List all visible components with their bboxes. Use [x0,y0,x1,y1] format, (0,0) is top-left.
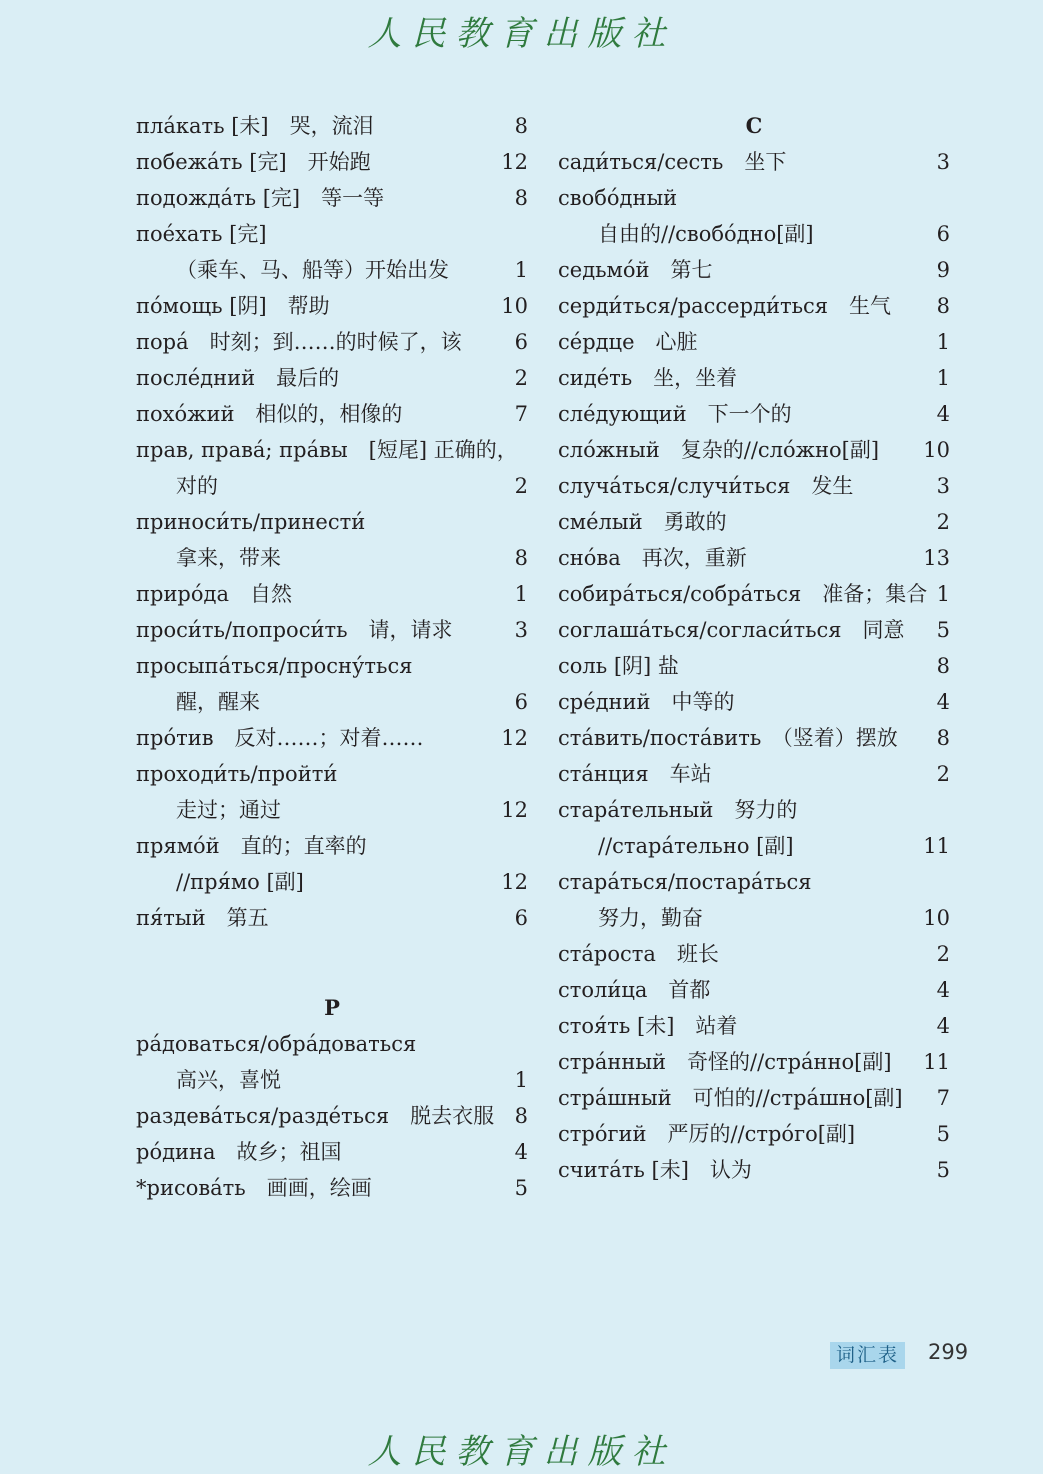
vocab-term: ро́дина 故乡；祖国 [136,1140,342,1164]
lesson-number: 2 [936,510,950,534]
vocab-entry-continuation [136,792,528,828]
lesson-number: 5 [936,1158,950,1182]
vocab-entry [136,108,528,144]
lesson-number: 9 [936,258,950,282]
lesson-number: 6 [936,222,950,246]
vocab-entry [136,1098,528,1134]
lesson-number: 2 [514,474,528,498]
vocab-term: （乘车、马、船等）开始出发 [176,258,449,282]
lesson-number: 12 [501,798,528,822]
vocab-entry [558,648,950,684]
vocab-entry-continuation [136,540,528,576]
lesson-number: 10 [923,438,950,462]
vocab-entry [136,1026,528,1062]
vocab-entry-continuation [136,468,528,504]
vocab-entry [136,900,528,936]
vocab-term: стара́тельный 努力的 [558,798,798,822]
vocab-entry [136,828,528,864]
lesson-number: 3 [936,150,950,174]
lesson-number: 8 [936,726,950,750]
vocab-term: сади́ться/сесть 坐下 [558,150,787,174]
vocab-entry [558,252,950,288]
lesson-number: 1 [514,258,528,282]
vocab-term: похо́жий 相似的，相像的 [136,402,403,426]
vocab-term: седьмо́й 第七 [558,258,713,282]
vocab-term: 拿来，带来 [176,546,281,570]
vocab-entry [558,432,950,468]
vocab-entry [136,360,528,396]
vocab-entry-continuation [136,864,528,900]
vocab-term: стро́гий 严厉的//стро́го[副] [558,1122,856,1146]
lesson-number: 4 [936,978,950,1002]
vocab-term: 走过；通过 [176,798,281,822]
lesson-number: 1 [514,1068,528,1092]
vocab-term: //стара́тельно [副] [598,834,794,858]
vocab-entry [136,576,528,612]
vocab-term: ста́вить/поста́вить （竖着）摆放 [558,726,898,750]
vocabulary-column-left [136,108,528,1206]
vocab-entry [558,972,950,1008]
vocab-entry [558,396,950,432]
vocab-term: столи́ца 首都 [558,978,711,1002]
vocab-entry-continuation [136,252,528,288]
vocab-entry [136,720,528,756]
vocab-term: проси́ть/попроси́ть 请，请求 [136,618,453,642]
vocab-term: 醒，醒来 [176,690,260,714]
lesson-number: 10 [923,906,950,930]
lesson-number: 7 [936,1086,950,1110]
vocab-entry [136,324,528,360]
vocab-term: //пря́мо [副] [176,870,304,894]
vocab-entry [136,144,528,180]
vocab-entry [558,540,950,576]
vocab-term: сре́дний 中等的 [558,690,735,714]
lesson-number: 2 [936,762,950,786]
vocab-term: сно́ва 再次，重新 [558,546,747,570]
vocab-term: 对的 [176,474,218,498]
vocab-term: пя́тый 第五 [136,906,269,930]
vocab-entry [558,468,950,504]
lesson-number: 7 [514,402,528,426]
vocab-term: ра́доваться/обра́доваться [136,1032,417,1056]
vocab-term: пое́хать [完] [136,222,267,246]
vocab-term: соглаша́ться/согласи́ться 同意 [558,618,905,642]
lesson-number: 6 [514,330,528,354]
vocab-term: ста́нция 车站 [558,762,712,786]
vocab-term: сло́жный 复杂的//сло́жно[副] [558,438,880,462]
vocab-entry-continuation [558,828,950,864]
lesson-number: 12 [501,870,528,894]
vocab-entry [558,180,950,216]
vocab-term: се́рдце 心脏 [558,330,698,354]
lesson-number: 1 [936,330,950,354]
lesson-number: 8 [514,1104,528,1128]
section-letter-heading: Р [324,995,340,1020]
vocab-entry-continuation [558,900,950,936]
lesson-number: 8 [936,654,950,678]
vocab-term: пора́ 时刻；到……的时候了，该 [136,330,462,354]
lesson-number: 4 [936,1014,950,1038]
vocab-entry [136,432,528,468]
lesson-number: 2 [936,942,950,966]
page-number: 299 [928,1340,969,1364]
vocab-term: случа́ться/случи́ться 发生 [558,474,854,498]
lesson-number: 1 [936,366,950,390]
vocab-entry [558,612,950,648]
vocab-entry [136,288,528,324]
lesson-number: 5 [936,618,950,642]
section-letter-heading: С [745,113,763,138]
vocab-term: сме́лый 勇敢的 [558,510,727,534]
vocab-entry [136,1134,528,1170]
vocab-entry [136,1170,528,1206]
lesson-number: 4 [936,402,950,426]
lesson-number: 3 [514,618,528,642]
vocab-entry [558,1116,950,1152]
vocab-entry [136,612,528,648]
vocab-entry [558,1008,950,1044]
vocab-term: ста́роста 班长 [558,942,719,966]
publisher-logo-top: 人民教育出版社 [367,14,676,54]
vocab-term: серди́ться/рассерди́ться 生气 [558,294,892,318]
vocab-term: счита́ть [未] 认为 [558,1158,752,1182]
vocab-entry-continuation [558,216,950,252]
vocab-term: 高兴，喜悦 [176,1068,281,1092]
vocab-entry [558,864,950,900]
lesson-number: 6 [514,906,528,930]
vocab-entry [558,360,950,396]
lesson-number: 1 [936,582,950,606]
vocab-entry [136,504,528,540]
vocab-entry-continuation [136,684,528,720]
vocab-term: стоя́ть [未] 站着 [558,1014,738,1038]
lesson-number: 8 [514,546,528,570]
lesson-number: 12 [501,726,528,750]
vocab-term: сле́дующий 下一个的 [558,402,792,426]
lesson-number: 8 [936,294,950,318]
vocab-term: после́дний 最后的 [136,366,340,390]
vocab-entry [558,144,950,180]
lesson-number: 11 [923,834,950,858]
vocab-term: приноси́ть/принести́ [136,510,366,534]
lesson-number: 5 [514,1176,528,1200]
lesson-number: 13 [923,546,950,570]
vocab-entry-continuation [136,1062,528,1098]
vocab-entry [558,1080,950,1116]
vocab-entry [558,288,950,324]
vocab-term: соль [阴] 盐 [558,654,679,678]
vocab-entry [136,396,528,432]
vocab-entry [558,324,950,360]
lesson-number: 1 [514,582,528,606]
vocab-term: приро́да 自然 [136,582,292,606]
vocab-term: подожда́ть [完] 等一等 [136,186,385,210]
lesson-number: 11 [923,1050,950,1074]
vocab-term: прямо́й 直的；直率的 [136,834,367,858]
section-gap [136,936,528,990]
vocab-entry [558,756,950,792]
vocab-entry [136,180,528,216]
vocab-entry [136,648,528,684]
lesson-number: 4 [514,1140,528,1164]
vocab-term: прав, права́; пра́вы [短尾] 正确的， [136,438,518,462]
lesson-number: 2 [514,366,528,390]
vocab-term: 努力，勤奋 [598,906,703,930]
vocab-term: пла́кать [未] 哭，流泪 [136,114,374,138]
lesson-number: 10 [501,294,528,318]
vocab-entry [558,792,950,828]
lesson-number: 8 [514,114,528,138]
vocab-term: по́мощь [阴] 帮助 [136,294,330,318]
vocab-term: собира́ться/собра́ться 准备；集合 [558,582,928,606]
vocab-term: *рисова́ть 画画，绘画 [136,1176,372,1200]
vocab-entry [558,720,950,756]
vocab-entry [558,576,950,612]
vocab-term: стара́ться/постара́ться [558,870,812,894]
vocab-term: стра́нный 奇怪的//стра́нно[副] [558,1050,892,1074]
lesson-number: 6 [514,690,528,714]
lesson-number: 12 [501,150,528,174]
vocab-entry [558,936,950,972]
vocab-entry [558,1152,950,1188]
section-label: 词汇表 [830,1342,905,1369]
lesson-number: 8 [514,186,528,210]
vocab-entry [558,684,950,720]
vocab-entry [136,216,528,252]
vocab-term: просыпа́ться/просну́ться [136,654,413,678]
vocab-entry [558,504,950,540]
publisher-logo-bottom: 人民教育出版社 [367,1432,676,1472]
vocab-term: свобо́дный [558,186,678,210]
vocab-term: сиде́ть 坐，坐着 [558,366,738,390]
vocab-term: 自由的//свобо́дно[副] [598,222,814,246]
vocab-term: про́тив 反对……；对着…… [136,726,424,750]
vocab-term: стра́шный 可怕的//стра́шно[副] [558,1086,903,1110]
vocab-term: проходи́ть/пройти́ [136,762,338,786]
vocab-entry [136,756,528,792]
vocab-term: побежа́ть [完] 开始跑 [136,150,371,174]
lesson-number: 5 [936,1122,950,1146]
vocab-entry [558,1044,950,1080]
vocab-term: раздева́ться/разде́ться 脱去衣服 [136,1104,495,1128]
lesson-number: 3 [936,474,950,498]
lesson-number: 4 [936,690,950,714]
vocabulary-column-right [558,108,950,1188]
